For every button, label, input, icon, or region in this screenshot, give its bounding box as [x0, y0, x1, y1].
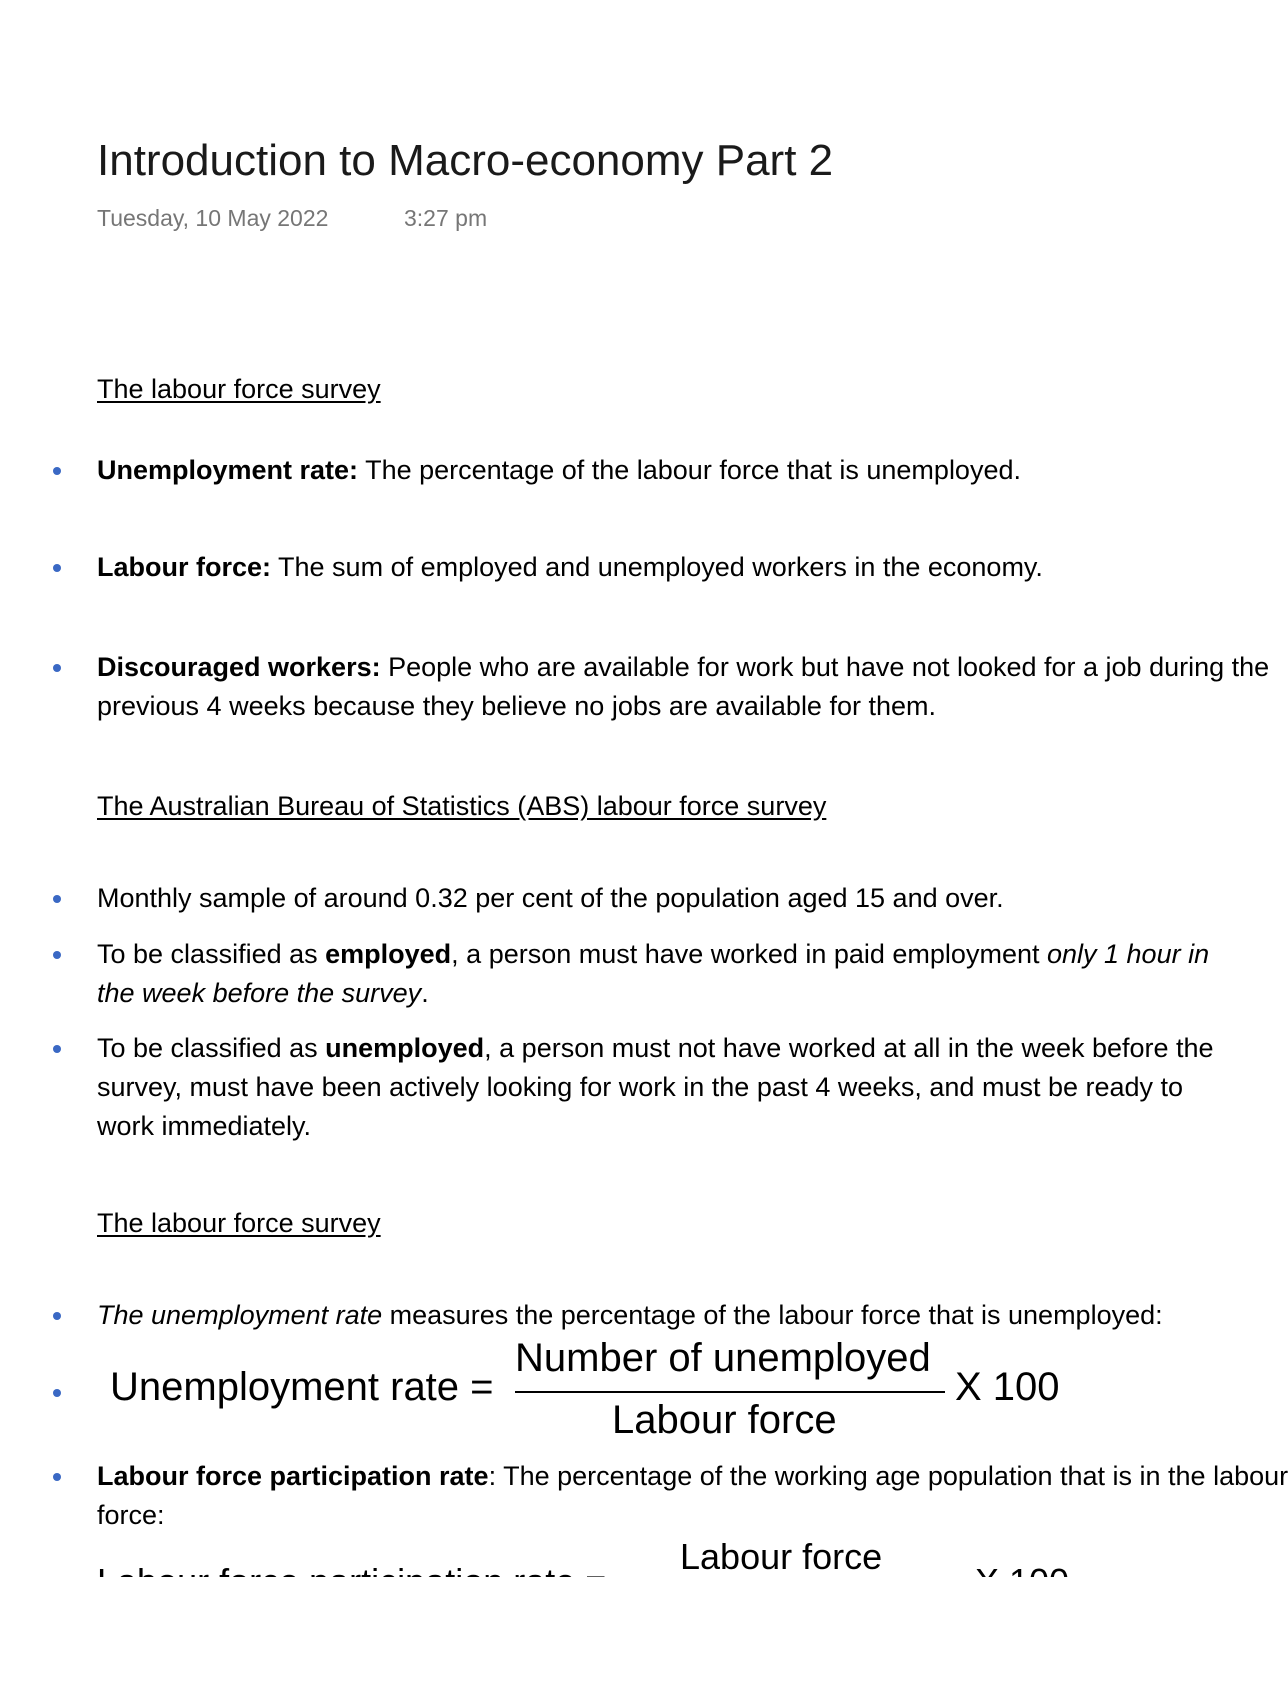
item-text: : The percentage of the working age population that is in the labour	[488, 1461, 1288, 1491]
item-text-end: .	[421, 978, 429, 1008]
bullet-icon	[53, 467, 61, 475]
list-item-participation-rate	[97, 1457, 1288, 1535]
bullet-icon	[53, 895, 61, 903]
list-item-labour-force	[97, 548, 1247, 587]
page-title: Introduction to Macro-economy Part 2	[97, 136, 834, 185]
list-item-employed-definition	[97, 935, 1247, 1013]
bullet-icon	[53, 1045, 61, 1053]
list-item-unemployed-definition	[97, 1029, 1247, 1146]
bullet-icon	[53, 1312, 61, 1320]
item-text: , a person must have worked in paid employment	[451, 939, 1047, 969]
bullet-icon	[53, 564, 61, 572]
item-text: measures the percentage of the labour force that is unemployed:	[382, 1300, 1163, 1330]
italic-text-line2: the week before the survey	[97, 978, 422, 1008]
term-label: unemployed	[325, 1033, 485, 1063]
item-text-line2: survey, must have been actively looking for work in the past 4 weeks, and must be ready to	[97, 1072, 1184, 1102]
formula-numerator: Number of unemployed	[515, 1336, 931, 1380]
formula-multiplier: X 100	[955, 1365, 1060, 1409]
formula-lhs: Unemployment rate =	[110, 1365, 494, 1409]
item-text: , a person must not have worked at all in the week before the	[484, 1033, 1214, 1063]
item-text-line3: work immediately.	[97, 1111, 312, 1141]
section-heading-labour-force-survey: The labour force survey	[97, 374, 381, 404]
section-heading-labour-force-survey-2: The labour force survey	[97, 1208, 381, 1238]
section-heading-abs-survey: The Australian Bureau of Statistics (ABS) labour force survey	[97, 791, 827, 821]
item-text: To be classified as	[97, 1033, 326, 1063]
note-date: Tuesday, 10 May 2022	[97, 205, 329, 231]
bullet-icon	[53, 951, 61, 959]
fraction-line	[515, 1391, 945, 1393]
bullet-icon	[53, 664, 61, 672]
note-time: 3:27 pm	[404, 205, 488, 231]
list-item-unemployment-rate-measure	[97, 1296, 1247, 1335]
bullet-icon	[53, 1389, 61, 1397]
term-label: Discouraged workers:	[97, 652, 381, 682]
term-label: Unemployment rate:	[97, 455, 359, 485]
definition-text: People who are available for work but have not looked for a job during the	[380, 652, 1270, 682]
term-label: employed	[325, 939, 452, 969]
page-clip-area	[0, 1577, 1200, 1698]
list-item-unemployment-rate	[97, 451, 1247, 490]
formula2-numerator: Labour force	[680, 1536, 883, 1577]
item-text-line2: force:	[97, 1500, 165, 1530]
bullet-icon	[53, 1473, 61, 1481]
formula-denominator: Labour force	[612, 1398, 837, 1442]
definition-text-line2: previous 4 weeks because they believe no jobs are available for them.	[97, 691, 936, 721]
item-text: Monthly sample of around 0.32 per cent of the population aged 15 and over.	[97, 883, 1004, 913]
term-label: Labour force:	[97, 552, 272, 582]
list-item-monthly-sample	[97, 879, 1247, 918]
italic-text: The unemployment rate	[97, 1300, 383, 1330]
list-item-discouraged-workers	[97, 648, 1270, 726]
term-label: Labour force participation rate	[97, 1461, 489, 1491]
italic-text: only 1 hour in	[1046, 939, 1210, 969]
item-text: To be classified as	[97, 939, 326, 969]
definition-text: The percentage of the labour force that is unemployed.	[358, 455, 1021, 485]
definition-text: The sum of employed and unemployed workers in the economy.	[271, 552, 1043, 582]
